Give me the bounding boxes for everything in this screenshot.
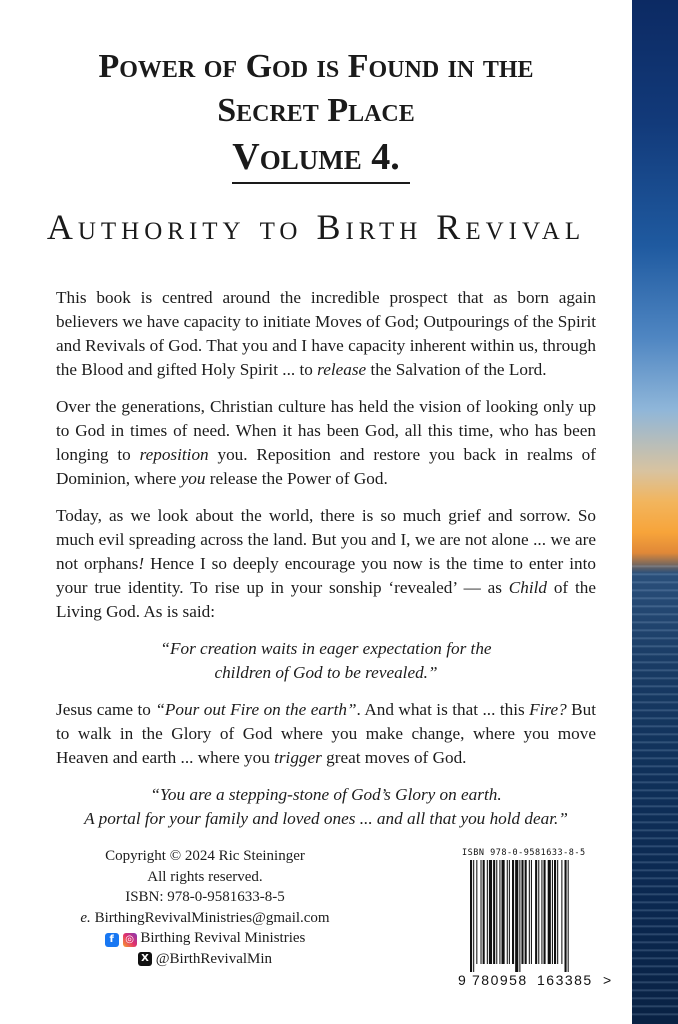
facebook-icon[interactable]: f bbox=[105, 933, 119, 947]
email-link[interactable]: BirthingRevivalMinistries@gmail.com bbox=[94, 909, 330, 926]
barcode-bar bbox=[476, 860, 477, 964]
barcode-bar bbox=[529, 860, 530, 964]
barcode-bar bbox=[502, 860, 505, 964]
barcode-bar bbox=[552, 860, 553, 964]
paragraph-1: This book is centred around the incredible prospect that as born again believers we have capacity to initiate Moves of God; Outpourings of the Spirit and Revivals of God. That you and I have capacity inherent within us, through the Blood and gifted Holy Spirit ... to release the Salvation of the Lord. bbox=[56, 288, 596, 379]
barcode-digit-first: 9 bbox=[458, 972, 466, 988]
closing-quote: “You are a stepping-stone of God’s Glory on earth. A portal for your family and loved ones ... and all that you hold dear.” bbox=[84, 785, 568, 828]
paragraph-3: Today, as we look about the world, there is so much grief and sorrow. So much evil spreading across the land. But you and I, we are not alone ... we are not orphans! Hence I so deeply encourage you now is the time to enter into your true identity. To rise up in your sonship ‘revealed’ — as Child of the Living God. As is said: bbox=[56, 506, 596, 621]
social-line bbox=[60, 928, 350, 949]
copyright-block bbox=[60, 846, 350, 969]
copyright-line: Copyright © 2024 Ric Steininger bbox=[105, 848, 305, 864]
barcode-digits-right: 163385 bbox=[537, 972, 593, 988]
barcode-bars bbox=[458, 860, 614, 972]
barcode-bar bbox=[473, 860, 474, 972]
barcode-bar bbox=[499, 860, 500, 964]
barcode-bar bbox=[568, 860, 569, 972]
email-line: e. BirthingRevivalMinistries@gmail.com bbox=[80, 909, 330, 926]
ocean-waves-texture bbox=[632, 560, 678, 1020]
instagram-icon[interactable]: ◎ bbox=[123, 933, 137, 947]
barcode-bar bbox=[507, 860, 508, 964]
isbn-line: ISBN: 978-0-9581633-8-5 bbox=[125, 889, 285, 905]
title-line-1: Power of God is Found in the bbox=[98, 48, 534, 85]
barcode-bar bbox=[541, 860, 542, 964]
paragraph-4: Jesus came to “Pour out Fire on the earth”. And what is that ... this Fire? But to walk in the Glory of God where you make change, where you move Heaven and earth ... where you trigger great moves of God. bbox=[56, 700, 596, 767]
subtitle: Authority to Birth Revival bbox=[46, 207, 586, 247]
barcode-bar bbox=[521, 860, 523, 964]
barcode-bar bbox=[487, 860, 488, 964]
blurb bbox=[56, 286, 596, 844]
barcode-bar bbox=[519, 860, 520, 972]
barcode-bar bbox=[509, 860, 510, 964]
rights-line: All rights reserved. bbox=[147, 868, 263, 885]
x-icon[interactable]: X bbox=[138, 952, 152, 966]
title-line-2: Secret Place bbox=[217, 92, 415, 129]
title-volume: Volume 4. bbox=[232, 136, 400, 178]
social-name[interactable]: Birthing Revival Ministries bbox=[140, 930, 306, 946]
barcode-bar bbox=[515, 860, 518, 972]
x-line bbox=[60, 949, 350, 970]
barcode-bar bbox=[483, 860, 485, 964]
barcode-bar bbox=[538, 860, 539, 964]
barcode-bar bbox=[489, 860, 492, 964]
barcode-bar bbox=[470, 860, 472, 972]
scripture-quote: “For creation waits in eager expectation for the children of God to be revealed.” bbox=[160, 639, 492, 682]
barcode-bar bbox=[565, 860, 567, 972]
barcode-bar bbox=[512, 860, 514, 964]
x-handle[interactable]: @BirthRevivalMin bbox=[155, 950, 273, 967]
paragraph-2: Over the generations, Christian culture has held the vision of looking only up to God in times of need. When it has been God, all this time, who has been longing to reposition you. Reposition and restore you back in realms of Dominion, where you release the Power of God. bbox=[56, 397, 596, 488]
barcode-bar bbox=[544, 860, 546, 964]
barcode-bar bbox=[493, 860, 495, 964]
barcode-digits bbox=[458, 972, 614, 990]
title-divider bbox=[232, 182, 410, 184]
barcode-bar bbox=[557, 860, 558, 964]
barcode-digits-left: 780958 bbox=[472, 972, 528, 988]
barcode-isbn-label: ISBN 978-0-9581633-8-5 bbox=[462, 848, 586, 858]
isbn-barcode bbox=[458, 846, 614, 992]
barcode-bar bbox=[531, 860, 532, 964]
barcode-bar bbox=[554, 860, 556, 964]
barcode-bar bbox=[561, 860, 562, 964]
barcode-bar bbox=[496, 860, 497, 964]
barcode-bar bbox=[548, 860, 551, 964]
barcode-bar bbox=[481, 860, 482, 964]
barcode-bar bbox=[535, 860, 537, 964]
barcode-arrow: > bbox=[603, 972, 612, 988]
barcode-bar bbox=[525, 860, 527, 964]
